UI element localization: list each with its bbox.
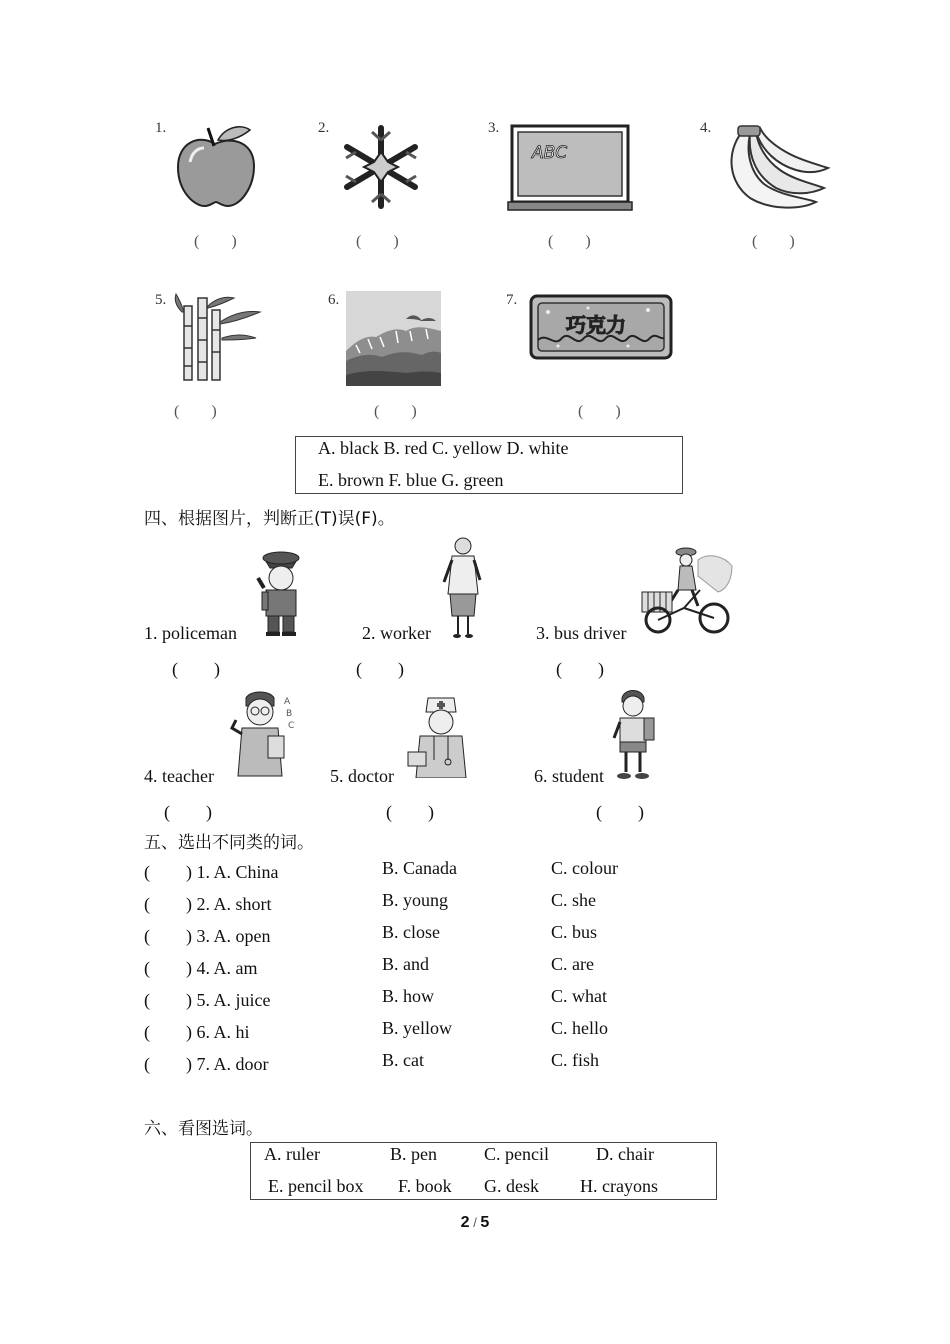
question-stem: ( ) 5. A. juice bbox=[144, 990, 271, 1010]
occupation-label: 5. doctor bbox=[330, 766, 394, 786]
answer-paren[interactable]: ( ) bbox=[356, 233, 399, 250]
picture-number: 4. bbox=[700, 120, 712, 136]
answer-paren[interactable]: ( ) bbox=[172, 659, 220, 679]
occupation-label: 3. bus driver bbox=[536, 623, 627, 643]
question-stem: ( ) 3. A. open bbox=[144, 926, 271, 946]
svg-text:C: C bbox=[288, 721, 295, 731]
page-separator: / bbox=[469, 1215, 481, 1230]
page-number bbox=[0, 1214, 950, 1232]
occupation-label: 2. worker bbox=[362, 623, 431, 643]
question-stem: ( ) 4. A. am bbox=[144, 958, 258, 978]
question-stem: ( ) 6. A. hi bbox=[144, 1022, 250, 1042]
option-c: C. colour bbox=[551, 858, 618, 878]
option-b: B. how bbox=[382, 986, 435, 1006]
option-c: C. are bbox=[551, 954, 594, 974]
option-b: B. and bbox=[382, 954, 429, 974]
occupation-label: 1. policeman bbox=[144, 623, 237, 643]
snowflake-icon bbox=[336, 122, 426, 212]
picture-number: 2. bbox=[318, 120, 330, 136]
svg-text:A: A bbox=[284, 697, 291, 707]
word-option: G. desk bbox=[484, 1176, 539, 1196]
option-b: B. Canada bbox=[382, 858, 457, 878]
answer-paren[interactable]: ( ) bbox=[752, 233, 795, 250]
word-option: H. crayons bbox=[580, 1176, 658, 1196]
apple-icon bbox=[170, 122, 260, 212]
question-stem: ( ) 1. A. China bbox=[144, 862, 279, 882]
board-text: ABC bbox=[532, 143, 568, 163]
answer-paren[interactable]: ( ) bbox=[578, 403, 621, 420]
chocolate-text: 巧克力 bbox=[566, 313, 626, 337]
answer-paren[interactable]: ( ) bbox=[386, 802, 434, 822]
option-c: C. bus bbox=[551, 922, 598, 942]
word-option: D. chair bbox=[596, 1144, 654, 1164]
colour-options-line1: A. black B. red C. yellow D. white bbox=[318, 438, 569, 458]
worker-icon bbox=[438, 536, 488, 640]
doctor-icon bbox=[406, 694, 476, 778]
answer-paren[interactable]: ( ) bbox=[374, 403, 417, 420]
picture-number: 3. bbox=[488, 120, 500, 136]
current-page: 2 bbox=[460, 1214, 470, 1231]
section6-heading: 六、看图选词。 bbox=[144, 1119, 263, 1139]
cyclist-icon bbox=[638, 546, 734, 636]
sea-wave-icon bbox=[346, 291, 441, 386]
answer-paren[interactable]: ( ) bbox=[194, 233, 237, 250]
answer-paren[interactable]: ( ) bbox=[596, 802, 644, 822]
colour-options-line2: E. brown F. blue G. green bbox=[318, 470, 504, 490]
question-stem: ( ) 7. A. door bbox=[144, 1054, 269, 1074]
student-icon bbox=[608, 688, 658, 782]
picture-number: 6. bbox=[328, 292, 340, 308]
policeman-icon bbox=[252, 548, 310, 638]
option-c: C. what bbox=[551, 986, 607, 1006]
word-option: C. pencil bbox=[484, 1144, 549, 1164]
blackboard-icon bbox=[506, 124, 634, 212]
answer-paren[interactable]: ( ) bbox=[556, 659, 604, 679]
answer-paren[interactable]: ( ) bbox=[548, 233, 591, 250]
answer-paren[interactable]: ( ) bbox=[164, 802, 212, 822]
occupation-label: 6. student bbox=[534, 766, 604, 786]
option-b: B. close bbox=[382, 922, 440, 942]
picture-number: 1. bbox=[155, 120, 167, 136]
picture-number: 7. bbox=[506, 292, 518, 308]
word-option: F. book bbox=[398, 1176, 452, 1196]
total-pages: 5 bbox=[480, 1214, 490, 1231]
svg-text:B: B bbox=[286, 709, 293, 719]
bamboo-icon bbox=[172, 292, 264, 384]
word-option: A. ruler bbox=[264, 1144, 320, 1164]
answer-paren[interactable]: ( ) bbox=[174, 403, 217, 420]
option-c: C. fish bbox=[551, 1050, 600, 1070]
teacher-icon bbox=[228, 690, 298, 780]
option-c: C. hello bbox=[551, 1018, 608, 1038]
chocolate-icon bbox=[528, 292, 674, 364]
option-b: B. yellow bbox=[382, 1018, 452, 1038]
word-option: B. pen bbox=[390, 1144, 437, 1164]
occupation-label: 4. teacher bbox=[144, 766, 214, 786]
option-b: B. cat bbox=[382, 1050, 424, 1070]
option-c: C. she bbox=[551, 890, 596, 910]
option-b: B. young bbox=[382, 890, 449, 910]
answer-paren[interactable]: ( ) bbox=[356, 659, 404, 679]
section5-heading: 五、选出不同类的词。 bbox=[144, 833, 314, 853]
picture-number: 5. bbox=[155, 292, 167, 308]
question-stem: ( ) 2. A. short bbox=[144, 894, 272, 914]
word-option: E. pencil box bbox=[268, 1176, 364, 1196]
banana-icon bbox=[720, 122, 832, 214]
section4-heading: 四、根据图片，判断正(T)误(F)。 bbox=[144, 509, 395, 529]
